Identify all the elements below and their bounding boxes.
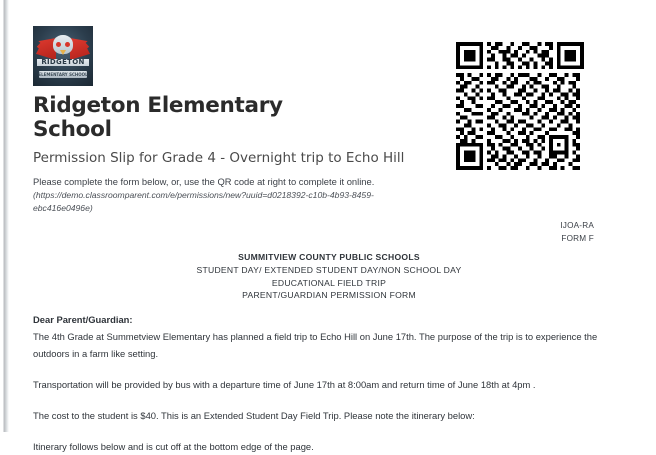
logo-owl-beak [60,50,66,55]
form-heading-line-3: EDUCATIONAL FIELD TRIP [271,277,387,288]
body-paragraph-3: The cost to the student is $40. This is an Extended Student Day Field Trip. Please note the itinerary below: [33,410,475,421]
form-code-block [560,220,594,245]
instructions-text [33,175,425,215]
letter-body [33,311,628,452]
document-subtitle: Permission Slip for Grade 4 - Overnight trip to Echo Hill [33,150,405,166]
body-paragraph-1: The 4th Grade at Summetview Elementary has planned a field trip to Echo Hill on June 17th. The purpose of the trip is to experience the outdoors in a farm like setting. [33,331,598,359]
letterhead [33,26,453,215]
form-heading-line-1: SUMMITVIEW COUNTY PUBLIC SCHOOLS [238,252,420,262]
page-left-edge [0,0,9,432]
body-paragraph-2: Transportation will be provided by bus with a departure time of June 17th at 8:00am and return time of June 18th at 4pm . [33,379,536,390]
form-heading [33,251,625,302]
form-heading-line-4: PARENT/GUARDIAN PERMISSION FORM [242,290,416,301]
qr-code-icon[interactable] [456,42,584,170]
online-form-url[interactable]: (https://demo.classroomparent.com/e/permissions/new?uuid=d0218392-c10b-4b93-8459-ebc416e0496e) [33,190,374,213]
body-paragraph-clipped: Itinerary follows below and is cut off at the bottom edge of the page. [33,441,314,452]
logo-banner-text: RIDGETON [41,58,85,66]
instructions-sentence: Please complete the form below, or, use the QR code at right to complete it online. [33,176,375,187]
salutation: Dear Parent/Guardian: [33,314,133,325]
form-code-policy: IJOA-RA [560,221,594,230]
form-heading-line-2: STUDENT DAY/ EXTENDED STUDENT DAY/NON SCHOOL DAY [196,264,462,275]
form-code-number: FORM F [561,233,594,243]
page-title: Ridgeton Elementary School [33,93,283,142]
school-logo-icon [33,26,93,86]
logo-banner-subtext: ELEMENTARY SCHOOL [38,72,88,77]
